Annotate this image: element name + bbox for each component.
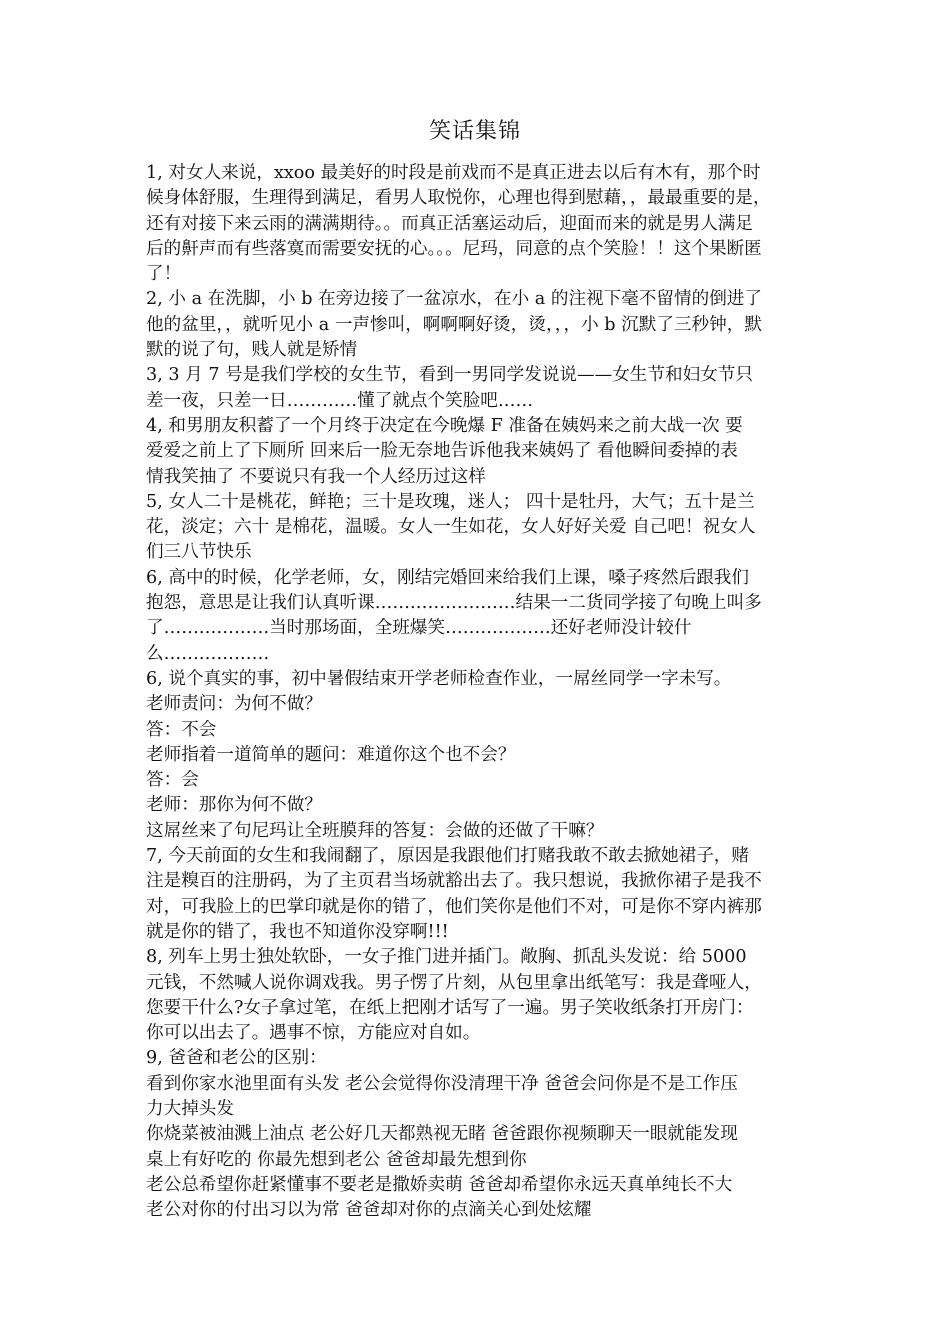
text-line: 注是糗百的注册码，为了主页君当场就豁出去了。我只想说，我掀你裙子是我不 — [146, 871, 762, 892]
text-line: 花，淡定；六十 是棉花，温暖。女人一生如花，女人好好关爱 自己吧！祝女人 — [146, 517, 756, 538]
text-line: 他的盆里，，就听见小 a 一声惨叫，啊啊啊好烫，烫，，，小 b 沉默了三秒钟，默 — [146, 314, 762, 335]
document-title: 笑话集锦 — [428, 119, 521, 144]
text-line: 默的说了句，贱人就是矫情 — [146, 340, 358, 361]
text-line: 老师：那你为何不做？ — [146, 795, 322, 816]
text-line: 6, 说个真实的事，初中暑假结束开学老师检查作业，一屌丝同学一字未写。 — [146, 668, 732, 689]
text-line: 4, 和男朋友积蓄了一个月终于决定在今晚爆 F 准备在姨妈来之前大战一次 要 — [146, 415, 743, 436]
text-line: 你可以出去了。遇事不惊，方能应对自如。 — [146, 1023, 481, 1044]
text-line: 1, 对女人来说，xxoo 最美好的时段是前戏而不是真正进去以后有木有，那个时 — [146, 163, 761, 183]
text-line: 么……………… — [146, 643, 270, 664]
text-line: 差一夜，只差一日…………懂了就点个笑脸吧…… — [146, 390, 534, 411]
text-line: 了………………当时那场面，全班爆笑………………还好老师没计较什 — [146, 618, 692, 639]
text-line: 您要干什么?女子拿过笔，在纸上把刚才话写了一遍。男子笑收纸条打开房门： — [146, 997, 754, 1018]
text-line: 答：会 — [146, 770, 199, 791]
text-line: 元钱，不然喊人说你调戏我。男子愣了片刻，从包里拿出纸笔写：我是聋哑人， — [146, 972, 762, 993]
text-line: 们三八节快乐 — [146, 542, 252, 563]
text-line: 老公对你的付出习以为常 爸爸却对你的点滴关心到处炫耀 — [146, 1200, 592, 1221]
text-line: 候身体舒服，生理得到满足，看男人取悦你，心理也得到慰藉，，最最重要的是， — [146, 188, 771, 209]
text-line: 了！ — [146, 264, 182, 285]
text-line: 6, 高中的时候，化学老师，女，刚结完婚回来给我们上课，嗓子疼然后跟我们 — [146, 567, 749, 588]
text-line: 5, 女人二十是桃花，鲜艳；三十是玫瑰，迷人； 四十是牡丹，大气；五十是兰 — [146, 491, 755, 512]
text-line: 还有对接下来云雨的满满期待。。而真正活塞运动后，迎面而来的就是男人满足 — [146, 213, 753, 234]
text-line: 情我笑抽了 不要说只有我一个人经历过这样 — [146, 466, 486, 487]
text-line: 这屌丝来了句尼玛让全班膜拜的答复：会做的还做了干嘛？ — [146, 820, 604, 841]
text-line: 老公总希望你赶紧懂事不要老是撒娇卖萌 爸爸却希望你永远天真单纯长不大 — [146, 1174, 733, 1195]
text-line: 你烧菜被油溅上油点 老公好几天都熟视无睹 爸爸跟你视频聊天一眼就能发现 — [146, 1124, 738, 1145]
text-line: 老师责问：为何不做？ — [146, 694, 322, 715]
text-line: 抱怨，意思是让我们认真听课……………………结果一二货同学接了句晚上叫多 — [146, 593, 762, 614]
text-line: 爱爱之前上了下厕所 回来后一脸无奈地告诉他我来姨妈了 看他瞬间委掉的表 — [146, 441, 738, 462]
text-line: 8, 列车上男士独处软卧，一女子推门进并插门。敞胸、抓乱头发说：给 5000 — [146, 947, 747, 968]
text-line: 就是你的错了，我也不知道你没穿啊!!! — [146, 921, 449, 942]
text-line: 9, 爸爸和老公的区别： — [146, 1048, 327, 1069]
text-line: 3, 3 月 7 号是我们学校的女生节，看到一男同学发说说——女生节和妇女节只 — [146, 365, 753, 386]
text-line: 对，可我脸上的巴掌印就是你的错了，他们笑你是他们不对，可是你不穿内裤那 — [146, 896, 762, 917]
text-line: 桌上有好吃的 你最先想到老公 爸爸却最先想到你 — [146, 1149, 527, 1170]
text-line: 2, 小 a 在洗脚，小 b 在旁边接了一盆凉水，在小 a 的注视下毫不留情的倒进了 — [146, 289, 762, 310]
text-line: 老师指着一道简单的题问：难道你这个也不会？ — [146, 744, 516, 765]
text-line: 7, 今天前面的女生和我闹翻了，原因是我跟他们打赌我敢不敢去掀她裙子，赌 — [146, 846, 749, 867]
text-line: 看到你家水池里面有头发 老公会觉得你没清理干净 爸爸会问你是不是工作压 — [146, 1073, 738, 1094]
text-line: 力大掉头发 — [146, 1098, 234, 1119]
text-line: 后的鼾声而有些落寞而需要安抚的心。。。尼玛，同意的点个笑脸！！这个果断匿 — [146, 238, 762, 259]
text-line: 答：不会 — [146, 719, 217, 740]
document-body — [146, 161, 810, 1223]
